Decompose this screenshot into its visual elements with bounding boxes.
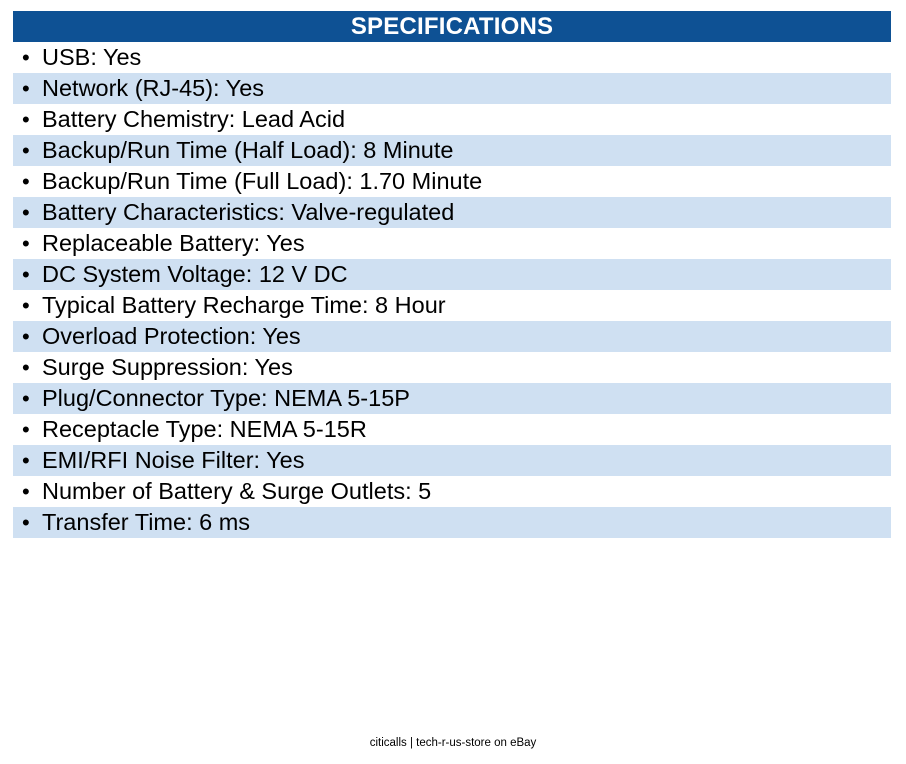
- spec-text: EMI/RFI Noise Filter: Yes: [42, 447, 305, 473]
- spec-item-usb: [13, 42, 891, 73]
- spec-text: Replaceable Battery: Yes: [42, 230, 305, 256]
- spec-text: Backup/Run Time (Full Load): 1.70 Minute: [42, 168, 483, 194]
- spec-text: Battery Chemistry: Lead Acid: [42, 106, 346, 132]
- bullet-icon: •: [22, 137, 30, 163]
- spec-item-network: [13, 73, 891, 104]
- spec-item-plug-type: [13, 383, 891, 414]
- spec-item-dc-voltage: [13, 259, 891, 290]
- spec-item-battery-characteristics: [13, 197, 891, 228]
- footer-credit: citicalls | tech-r-us-store on eBay: [369, 737, 537, 749]
- spec-text: Surge Suppression: Yes: [42, 354, 293, 380]
- spec-item-surge-suppression: [13, 352, 891, 383]
- spec-item-receptacle-type: [13, 414, 891, 445]
- spec-text: Overload Protection: Yes: [42, 323, 301, 349]
- bullet-icon: •: [22, 75, 30, 101]
- bullet-icon: •: [22, 199, 30, 225]
- spec-text: Receptacle Type: NEMA 5-15R: [42, 416, 367, 442]
- spec-text: Number of Battery & Surge Outlets: 5: [42, 478, 432, 504]
- spec-text: Transfer Time: 6 ms: [42, 509, 251, 535]
- bullet-icon: •: [22, 261, 30, 287]
- spec-text: USB: Yes: [42, 44, 142, 70]
- spec-item-transfer-time: [13, 507, 891, 538]
- bullet-icon: •: [22, 385, 30, 411]
- bullet-icon: •: [22, 44, 30, 70]
- spec-item-battery-chemistry: [13, 104, 891, 135]
- spec-item-outlets: [13, 476, 891, 507]
- bullet-icon: •: [22, 323, 30, 349]
- bullet-icon: •: [22, 292, 30, 318]
- spec-item-replaceable-battery: [13, 228, 891, 259]
- spec-text: Backup/Run Time (Half Load): 8 Minute: [42, 137, 454, 163]
- spec-text: Typical Battery Recharge Time: 8 Hour: [42, 292, 446, 318]
- spec-item-runtime-half-load: [13, 135, 891, 166]
- bullet-icon: •: [22, 478, 30, 504]
- spec-item-runtime-full-load: [13, 166, 891, 197]
- specifications-header: SPECIFICATIONS: [13, 11, 891, 42]
- spec-text: DC System Voltage: 12 V DC: [42, 261, 348, 287]
- spec-item-emi-rfi-filter: [13, 445, 891, 476]
- bullet-icon: •: [22, 168, 30, 194]
- spec-text: Battery Characteristics: Valve-regulated: [42, 199, 455, 225]
- spec-item-recharge-time: [13, 290, 891, 321]
- bullet-icon: •: [22, 230, 30, 256]
- bullet-icon: •: [22, 354, 30, 380]
- spec-text: Network (RJ-45): Yes: [42, 75, 265, 101]
- bullet-icon: •: [22, 416, 30, 442]
- spec-text: Plug/Connector Type: NEMA 5-15P: [42, 385, 410, 411]
- bullet-icon: •: [22, 106, 30, 132]
- specifications-panel: [13, 11, 891, 538]
- spec-item-overload-protection: [13, 321, 891, 352]
- bullet-icon: •: [22, 447, 30, 473]
- specifications-list: [13, 42, 891, 538]
- bullet-icon: •: [22, 509, 30, 535]
